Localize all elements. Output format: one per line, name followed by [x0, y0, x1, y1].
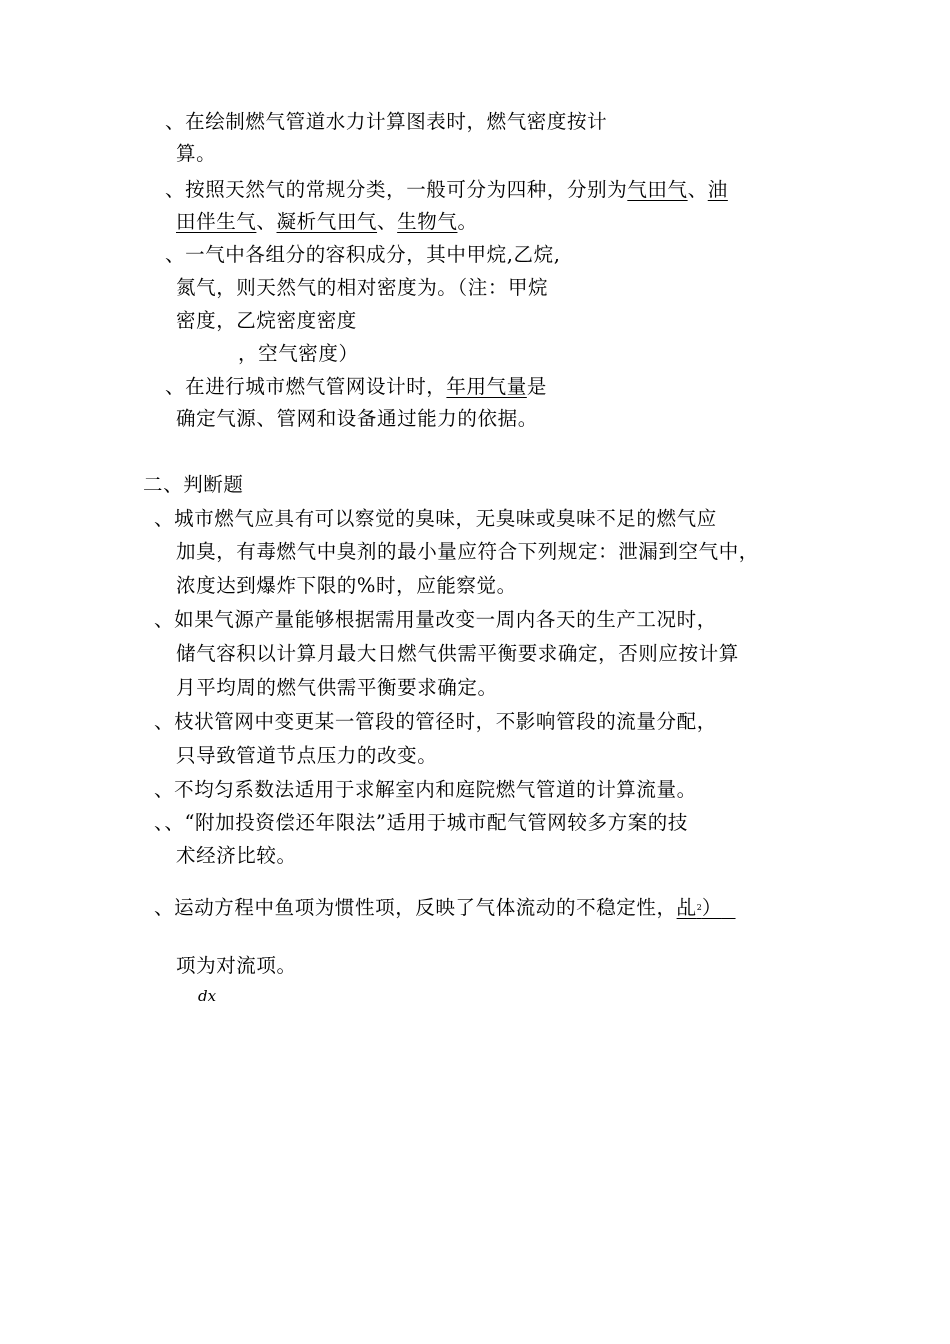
fill-q3-line4: ，空气密度） [238, 342, 359, 365]
fill-q2-answer-2a: 油 [707, 178, 728, 201]
fill-q2-end: 。 [457, 210, 478, 233]
fill-q2-separator: 、 [377, 210, 398, 233]
fill-q3-line1: 、一气中各组分的容积成分，其中甲烷,乙烷, [165, 243, 561, 266]
fill-q3-line3: 密度，乙烷密度密度 [176, 309, 357, 332]
fill-q2-line2 [176, 209, 478, 235]
fill-q2-separator: 、 [256, 210, 277, 233]
judge-q1-line1: 、城市燃气应具有可以察觉的臭味，无臭味或臭味不足的燃气应 [154, 507, 717, 530]
fill-q1-line1: 、在绘制燃气管道水力计算图表时，燃气密度按计 [165, 110, 608, 133]
fill-q2-text: 、按照天然气的常规分类，一般可分为四种，分别为 [165, 178, 628, 201]
judge-q2-line1: 、如果气源产量能够根据需用量改变一周内各天的生产工况时， [154, 608, 717, 631]
fill-q4-text: 、在进行城市燃气管网设计时， [165, 375, 447, 398]
fill-q4-answer: 年用气量 [446, 375, 527, 398]
judge-q5-line1: 、、“附加投资偿还年限法”适用于城市配气管网较多方案的技 [154, 811, 688, 834]
judge-q6-line2: 项为对流项。 [176, 954, 297, 977]
judge-q5-line2: 术经济比较。 [176, 844, 297, 867]
judge-q6-text: 、运动方程中鱼项为惯性项，反映了气体流动的不稳定性， [154, 896, 677, 919]
fill-q4-text-end: 是 [526, 375, 547, 398]
judge-q2-line3: 月平均周的燃气供需平衡要求确定。 [176, 676, 498, 699]
judge-q2-line2: 储气容积以计算月最大日燃气供需平衡要求确定，否则应按计算 [176, 642, 739, 665]
judge-q6-superscript: 2 [696, 903, 702, 912]
fill-q1-line2: 算。 [176, 142, 217, 165]
judge-q6-term: 乩 [676, 896, 697, 919]
fill-q2-answer-3: 凝析气田气 [276, 210, 378, 233]
judge-q3-line1: 、枝状管网中变更某一管段的管径时，不影响管段的流量分配， [154, 710, 717, 733]
fill-q4-line1 [165, 374, 547, 400]
fill-q4-line2: 确定气源、管网和设备通过能力的依据。 [176, 407, 538, 430]
judge-q6-close: ） [701, 896, 722, 919]
judge-q1-line2: 加臭，有毒燃气中臭剂的最小量应符合下列规定：泄漏到空气中， [176, 540, 759, 563]
judge-q6-line1 [154, 895, 736, 921]
fill-q2-separator: 、 [687, 178, 708, 201]
fill-q2-line1 [165, 177, 728, 203]
fill-q3-line2: 氮气，则天然气的相对密度为。（注：甲烷 [176, 276, 549, 299]
fill-q2-answer-1: 气田气 [627, 178, 688, 201]
judge-q1-line3: 浓度达到爆炸下限的%时，应能察觉。 [176, 574, 517, 597]
judge-q3-line2: 只导致管道节点压力的改变。 [176, 744, 438, 767]
fill-q2-answer-2b: 田伴生气 [176, 210, 257, 233]
section-heading-judge: 二、判断题 [143, 473, 244, 496]
judge-q6-underlined-term [677, 896, 736, 919]
judge-q4-line1: 、不均匀系数法适用于求解室内和庭院燃气管道的计算流量。 [154, 778, 697, 801]
fill-q2-answer-4: 生物气 [397, 210, 458, 233]
judge-q6-formula-dx: dx [198, 987, 217, 1005]
